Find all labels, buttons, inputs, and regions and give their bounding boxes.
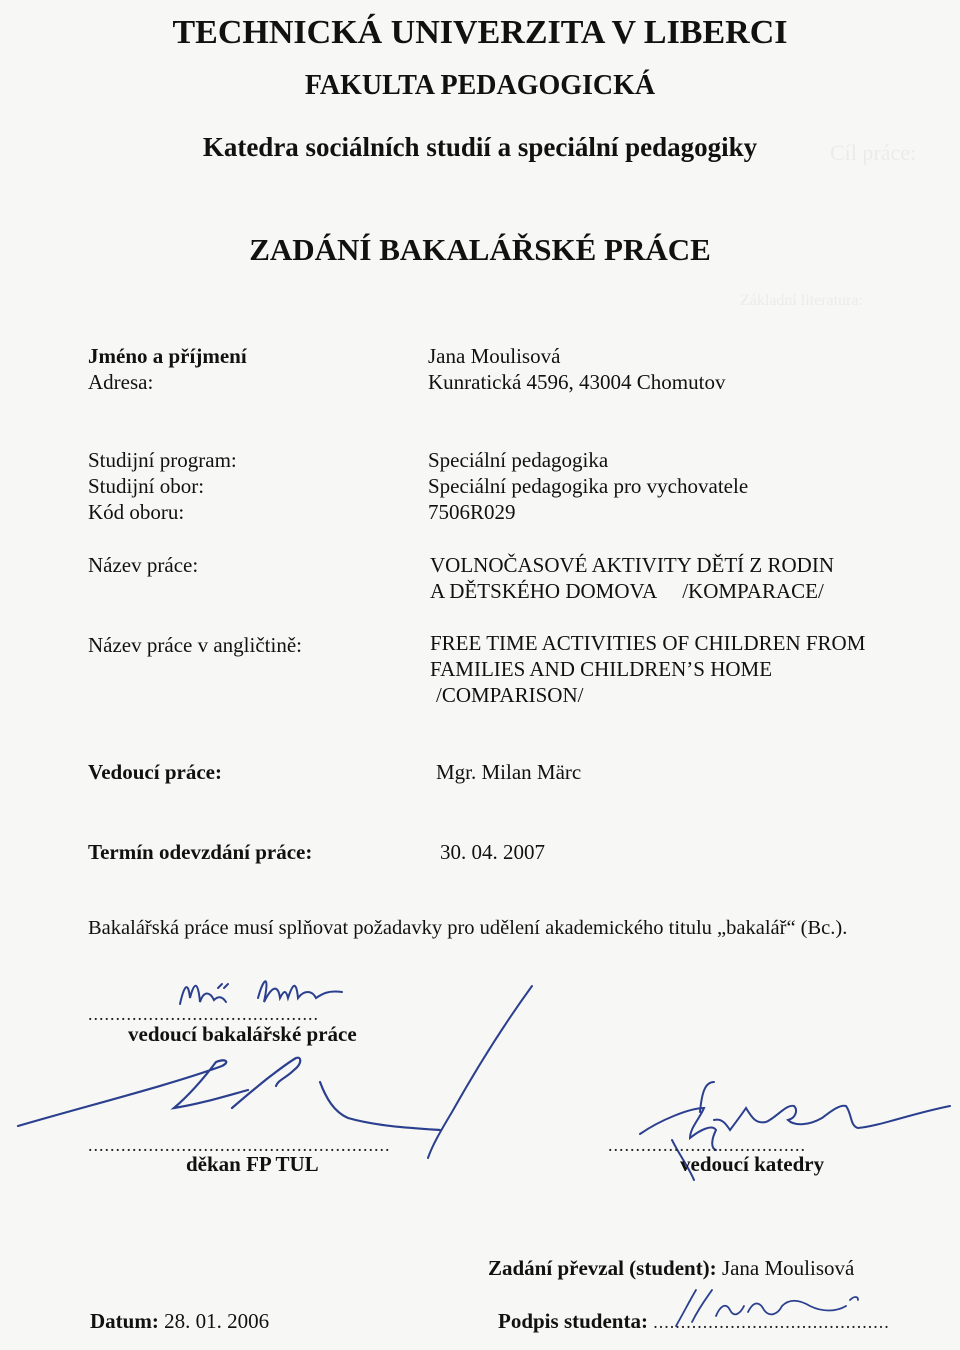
code-value: 7506R029 — [428, 500, 516, 524]
date-value: 28. 01. 2006 — [164, 1309, 270, 1333]
field-value: Speciální pedagogika pro vychovatele — [428, 474, 749, 498]
supervisor-value: Mgr. Milan Märc — [436, 760, 582, 784]
date-row — [90, 1309, 269, 1334]
program-value: Speciální pedagogika — [428, 448, 609, 472]
address-label: Adresa: — [88, 370, 154, 394]
ghost-text: Základní literatura: — [740, 292, 864, 309]
student-sign-line: ........................................... — [653, 1312, 890, 1332]
document-title: ZADÁNÍ BAKALÁŘSKÉ PRÁCE — [249, 232, 711, 267]
head-caption: vedoucí katedry — [680, 1152, 825, 1176]
dean-signature-line: ....................................................... — [88, 1135, 391, 1155]
name-value: Jana Moulisová — [428, 344, 561, 368]
field-label: Studijní obor: — [88, 474, 205, 498]
address-value: Kunratická 4596, 43004 Chomutov — [428, 370, 726, 394]
deadline-label: Termín odevzdání práce: — [88, 840, 313, 864]
supervisor-label: Vedoucí práce: — [88, 760, 222, 784]
department-name: Katedra sociálních studií a speciální pedagogiky — [202, 132, 758, 162]
supervisor-caption: vedoucí bakalářské práce — [128, 1022, 357, 1046]
received-label: Zadání převzal (student): — [488, 1256, 717, 1280]
supervisor-signature-line: .......................................... — [88, 1004, 319, 1024]
faculty-name: FAKULTA PEDAGOGICKÁ — [304, 70, 656, 101]
thesis-title-line2: A DĚTSKÉHO DOMOVA /KOMPARACE/ — [430, 579, 824, 603]
thesis-title-en-line1: FREE TIME ACTIVITIES OF CHILDREN FROM — [430, 631, 866, 655]
student-signature — [668, 1284, 868, 1330]
deadline-value: 30. 04. 2007 — [440, 840, 545, 864]
code-label: Kód oboru: — [88, 500, 185, 524]
received-row — [488, 1256, 854, 1281]
dean-caption: děkan FP TUL — [186, 1152, 319, 1176]
received-value: Jana Moulisová — [721, 1256, 855, 1280]
thesis-title-label: Název práce: — [88, 553, 199, 577]
program-label: Studijní program: — [88, 448, 237, 472]
name-label: Jméno a příjmení — [88, 344, 247, 368]
thesis-title-en-line2: FAMILIES AND CHILDREN’S HOME — [430, 657, 773, 681]
thesis-title-line1: VOLNOČASOVÉ AKTIVITY DĚTÍ Z RODIN — [430, 553, 835, 577]
thesis-title-en-line3: /COMPARISON/ — [436, 683, 584, 707]
ghost-text: Cíl práce: — [830, 140, 917, 165]
university-name: TECHNICKÁ UNIVERZITA V LIBERCI — [172, 14, 788, 51]
student-sign-label: Podpis studenta: — [498, 1309, 648, 1333]
degree-note: Bakalářská práce musí splňovat požadavky pro udělení akademického titulu „bakalář“ (Bc.). — [88, 917, 848, 939]
head-signature-line: .................................... — [608, 1135, 806, 1155]
date-label: Datum: — [90, 1309, 159, 1333]
thesis-title-en-label: Název práce v angličtině: — [88, 633, 302, 657]
